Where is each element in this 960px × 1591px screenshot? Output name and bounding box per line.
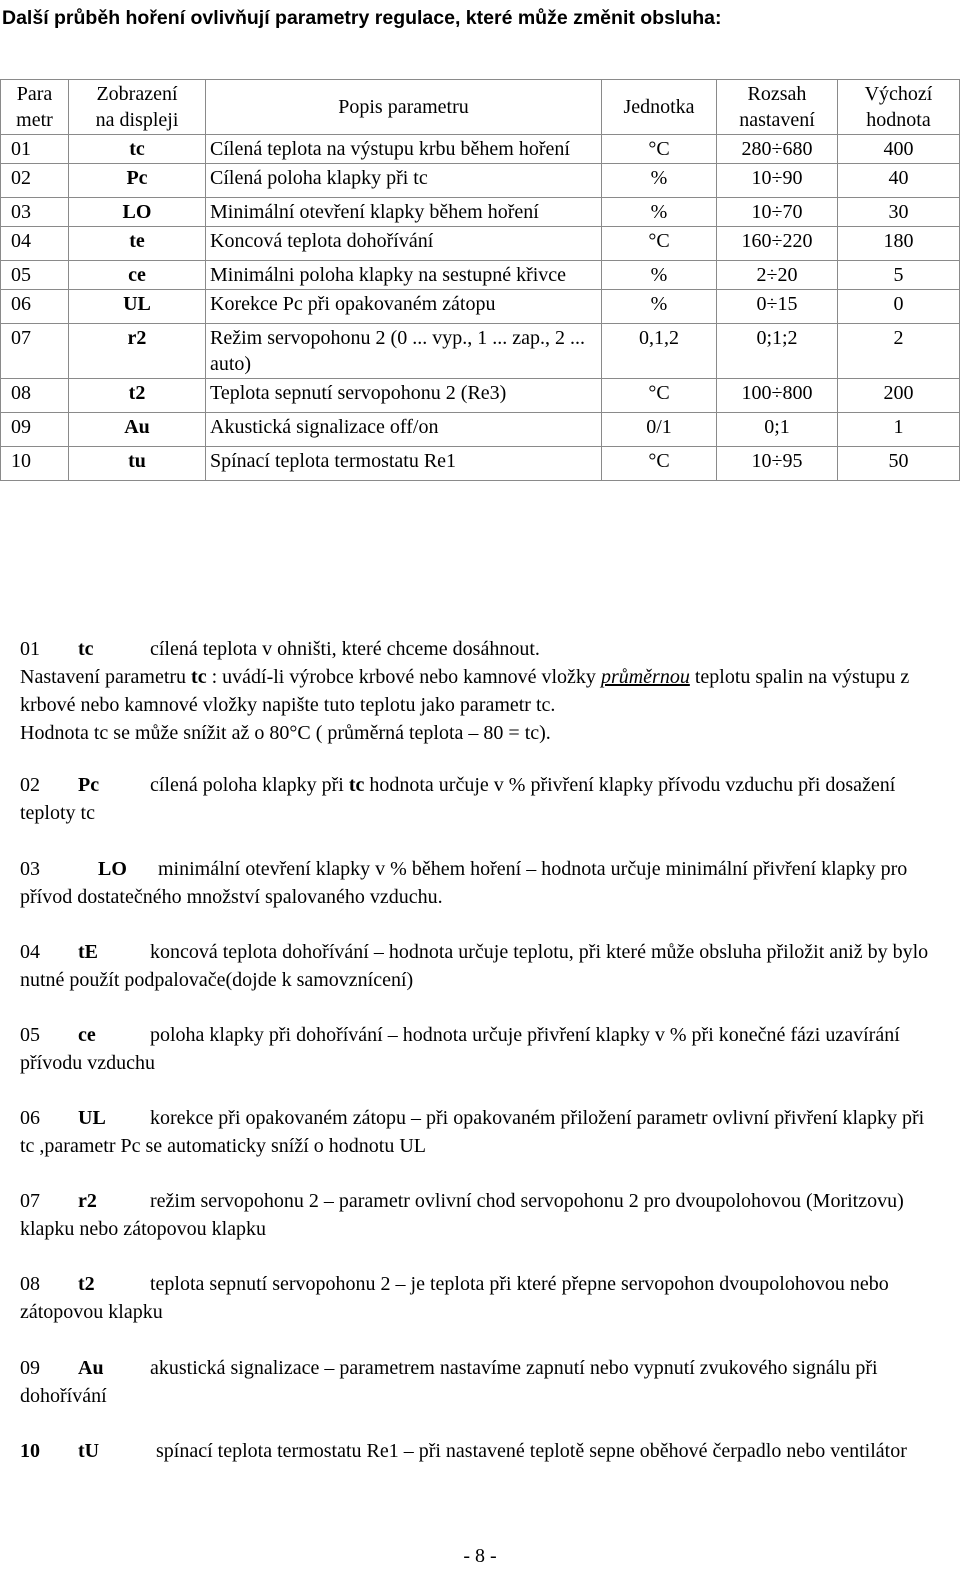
param-id: 06 (1, 290, 69, 324)
param-default: 400 (838, 135, 960, 164)
explanation-text: koncová teplota dohořívání – hodnota určuje teplotu, při které může obsluha přiložit aniž by bylo nutné použít podpalovače(dojde k samovznícení) (20, 941, 929, 991)
param-description: Minimální otevření klapky během hoření (206, 198, 602, 227)
param-range: 100÷800 (717, 379, 838, 413)
explanation-02 (20, 771, 940, 827)
explanation-04 (20, 938, 940, 994)
header-default: Výchozí hodnota (838, 80, 960, 135)
explanation-01 (20, 635, 940, 747)
param-range: 10÷90 (717, 164, 838, 198)
explanation-code: ce (78, 1024, 96, 1046)
param-unit: % (602, 198, 717, 227)
explanation-05 (20, 1021, 940, 1077)
explanation-09 (20, 1354, 940, 1410)
explanation-emphasis: průměrnou (600, 666, 690, 688)
param-range: 10÷95 (717, 447, 838, 481)
param-unit: °C (602, 379, 717, 413)
explanation-code: tc (78, 638, 94, 660)
param-display: tu (69, 447, 206, 481)
explanation-text: Nastavení parametru (20, 666, 192, 688)
param-unit: °C (602, 135, 717, 164)
header-unit: Jednotka (602, 80, 717, 135)
explanation-code: LO (98, 858, 127, 880)
table-row (1, 324, 960, 379)
param-unit: °C (602, 227, 717, 261)
table-row (1, 198, 960, 227)
param-range: 160÷220 (717, 227, 838, 261)
table-row (1, 379, 960, 413)
explanation-text: teplota sepnutí servopohonu 2 – je teplota při které přepne servopohon dvoupolohovou nebo zátopovou klapku (20, 1273, 889, 1323)
param-id: 07 (1, 324, 69, 379)
explanation-10 (20, 1437, 940, 1465)
param-range: 0;1;2 (717, 324, 838, 379)
explanation-number: 07 (20, 1190, 40, 1212)
param-description: Režim servopohonu 2 (0 ... vyp., 1 ... zap., 2 ... auto) (206, 324, 602, 379)
explanation-code: r2 (78, 1190, 97, 1212)
explanation-06 (20, 1104, 940, 1160)
explanation-text: minimální otevření klapky v % během hoření – hodnota určuje minimální přivření klapky pro přívod dostatečného množství spalovaného vzduchu. (20, 858, 908, 908)
explanation-number: 02 (20, 774, 40, 796)
explanation-07 (20, 1187, 940, 1243)
param-unit: 0,1,2 (602, 324, 717, 379)
param-id: 08 (1, 379, 69, 413)
explanation-text: Hodnota tc se může snížit až o 80°C ( průměrná teplota – 80 = tc). (20, 722, 551, 744)
param-range: 0;1 (717, 413, 838, 447)
explanation-code: Au (78, 1357, 104, 1379)
param-unit: % (602, 290, 717, 324)
param-unit: % (602, 164, 717, 198)
explanation-text: hodnota určuje v % přivření klapky přívodu vzduchu při dosažení teploty tc (20, 774, 896, 824)
explanation-number: 09 (20, 1357, 40, 1379)
explanation-text: teplotu spalin na výstupu z krbové nebo kamnové vložky napište tuto teplotu jako parametr tc. (20, 666, 910, 716)
explanation-code-inline: tc (191, 666, 207, 688)
explanation-code: Pc (78, 774, 100, 796)
param-description: Cílená poloha klapky při tc (206, 164, 602, 198)
param-description: Koncová teplota dohořívání (206, 227, 602, 261)
explanation-code: UL (78, 1107, 106, 1129)
table-row (1, 261, 960, 290)
explanation-text: korekce při opakovaném zátopu – při opakovaném přiložení parametr ovlivní přivření klapky při tc ,parametr Pc se automaticky sníží o hodnotu UL (20, 1107, 925, 1157)
param-display: Au (69, 413, 206, 447)
param-display: Pc (69, 164, 206, 198)
table-row (1, 164, 960, 198)
explanation-code: t2 (78, 1273, 95, 1295)
param-id: 10 (1, 447, 69, 481)
explanation-number: 06 (20, 1107, 40, 1129)
explanation-text: režim servopohonu 2 – parametr ovlivní chod servopohonu 2 pro dvoupolohovou (Moritzovu) klapku nebo zátopovou klapku (20, 1190, 904, 1240)
table-header-row (1, 80, 960, 135)
explanation-03 (20, 855, 940, 911)
param-range: 0÷15 (717, 290, 838, 324)
header-display: Zobrazení na displeji (69, 80, 206, 135)
param-default: 5 (838, 261, 960, 290)
param-display: ce (69, 261, 206, 290)
explanation-number: 01 (20, 638, 40, 660)
param-range: 2÷20 (717, 261, 838, 290)
param-display: t2 (69, 379, 206, 413)
param-default: 40 (838, 164, 960, 198)
param-description: Teplota sepnutí servopohonu 2 (Re3) (206, 379, 602, 413)
param-default: 50 (838, 447, 960, 481)
param-display: UL (69, 290, 206, 324)
param-description: Minimálni poloha klapky na sestupné křivce (206, 261, 602, 290)
table-row (1, 290, 960, 324)
param-display: r2 (69, 324, 206, 379)
explanation-text: spínací teplota termostatu Re1 – při nastavené teplotě sepne oběhové čerpadlo nebo ventilátor (156, 1440, 907, 1462)
param-display: LO (69, 198, 206, 227)
explanation-code-inline: tc (348, 774, 365, 796)
parameter-table (0, 79, 960, 481)
header-range: Rozsah nastavení (717, 80, 838, 135)
table-row (1, 227, 960, 261)
param-description: Spínací teplota termostatu Re1 (206, 447, 602, 481)
param-unit: % (602, 261, 717, 290)
explanation-number: 08 (20, 1273, 40, 1295)
param-id: 05 (1, 261, 69, 290)
param-display: te (69, 227, 206, 261)
explanation-text: cílená poloha klapky při (150, 774, 349, 796)
param-default: 0 (838, 290, 960, 324)
explanation-number: 04 (20, 941, 40, 963)
header-description: Popis parametru (206, 80, 602, 135)
param-range: 280÷680 (717, 135, 838, 164)
param-description: Korekce Pc při opakovaném zátopu (206, 290, 602, 324)
explanation-08 (20, 1270, 940, 1326)
param-id: 04 (1, 227, 69, 261)
explanation-text: poloha klapky při dohořívání – hodnota určuje přivření klapky v % při konečné fázi uzavírání přívodu vzduchu (20, 1024, 900, 1074)
param-id: 01 (1, 135, 69, 164)
param-id: 03 (1, 198, 69, 227)
explanation-text: : uvádí-li výrobce krbové nebo kamnové vložky (206, 666, 601, 688)
param-default: 2 (838, 324, 960, 379)
explanation-number: 03 (20, 858, 40, 880)
param-unit: °C (602, 447, 717, 481)
page-heading: Další průběh hoření ovlivňují parametry regulace, které může změnit obsluha: (2, 7, 722, 29)
param-id: 02 (1, 164, 69, 198)
param-description: Cílená teplota na výstupu krbu během hoření (206, 135, 602, 164)
explanation-lead: cílená teplota v ohništi, které chceme dosáhnout. (150, 638, 540, 660)
param-range: 10÷70 (717, 198, 838, 227)
page-number: - 8 - (463, 1545, 497, 1567)
param-default: 1 (838, 413, 960, 447)
param-default: 180 (838, 227, 960, 261)
param-default: 200 (838, 379, 960, 413)
param-display: tc (69, 135, 206, 164)
param-description: Akustická signalizace off/on (206, 413, 602, 447)
explanation-code: tE (78, 941, 98, 963)
explanation-number: 10 (20, 1440, 40, 1462)
explanation-number: 05 (20, 1024, 40, 1046)
header-param-number: Para metr (1, 80, 69, 135)
explanation-text: akustická signalizace – parametrem nastavíme zapnutí nebo vypnutí zvukového signálu při dohořívání (20, 1357, 878, 1407)
table-row (1, 447, 960, 481)
param-id: 09 (1, 413, 69, 447)
table-row (1, 135, 960, 164)
table-row (1, 413, 960, 447)
param-default: 30 (838, 198, 960, 227)
param-unit: 0/1 (602, 413, 717, 447)
explanation-code: tU (78, 1440, 100, 1462)
